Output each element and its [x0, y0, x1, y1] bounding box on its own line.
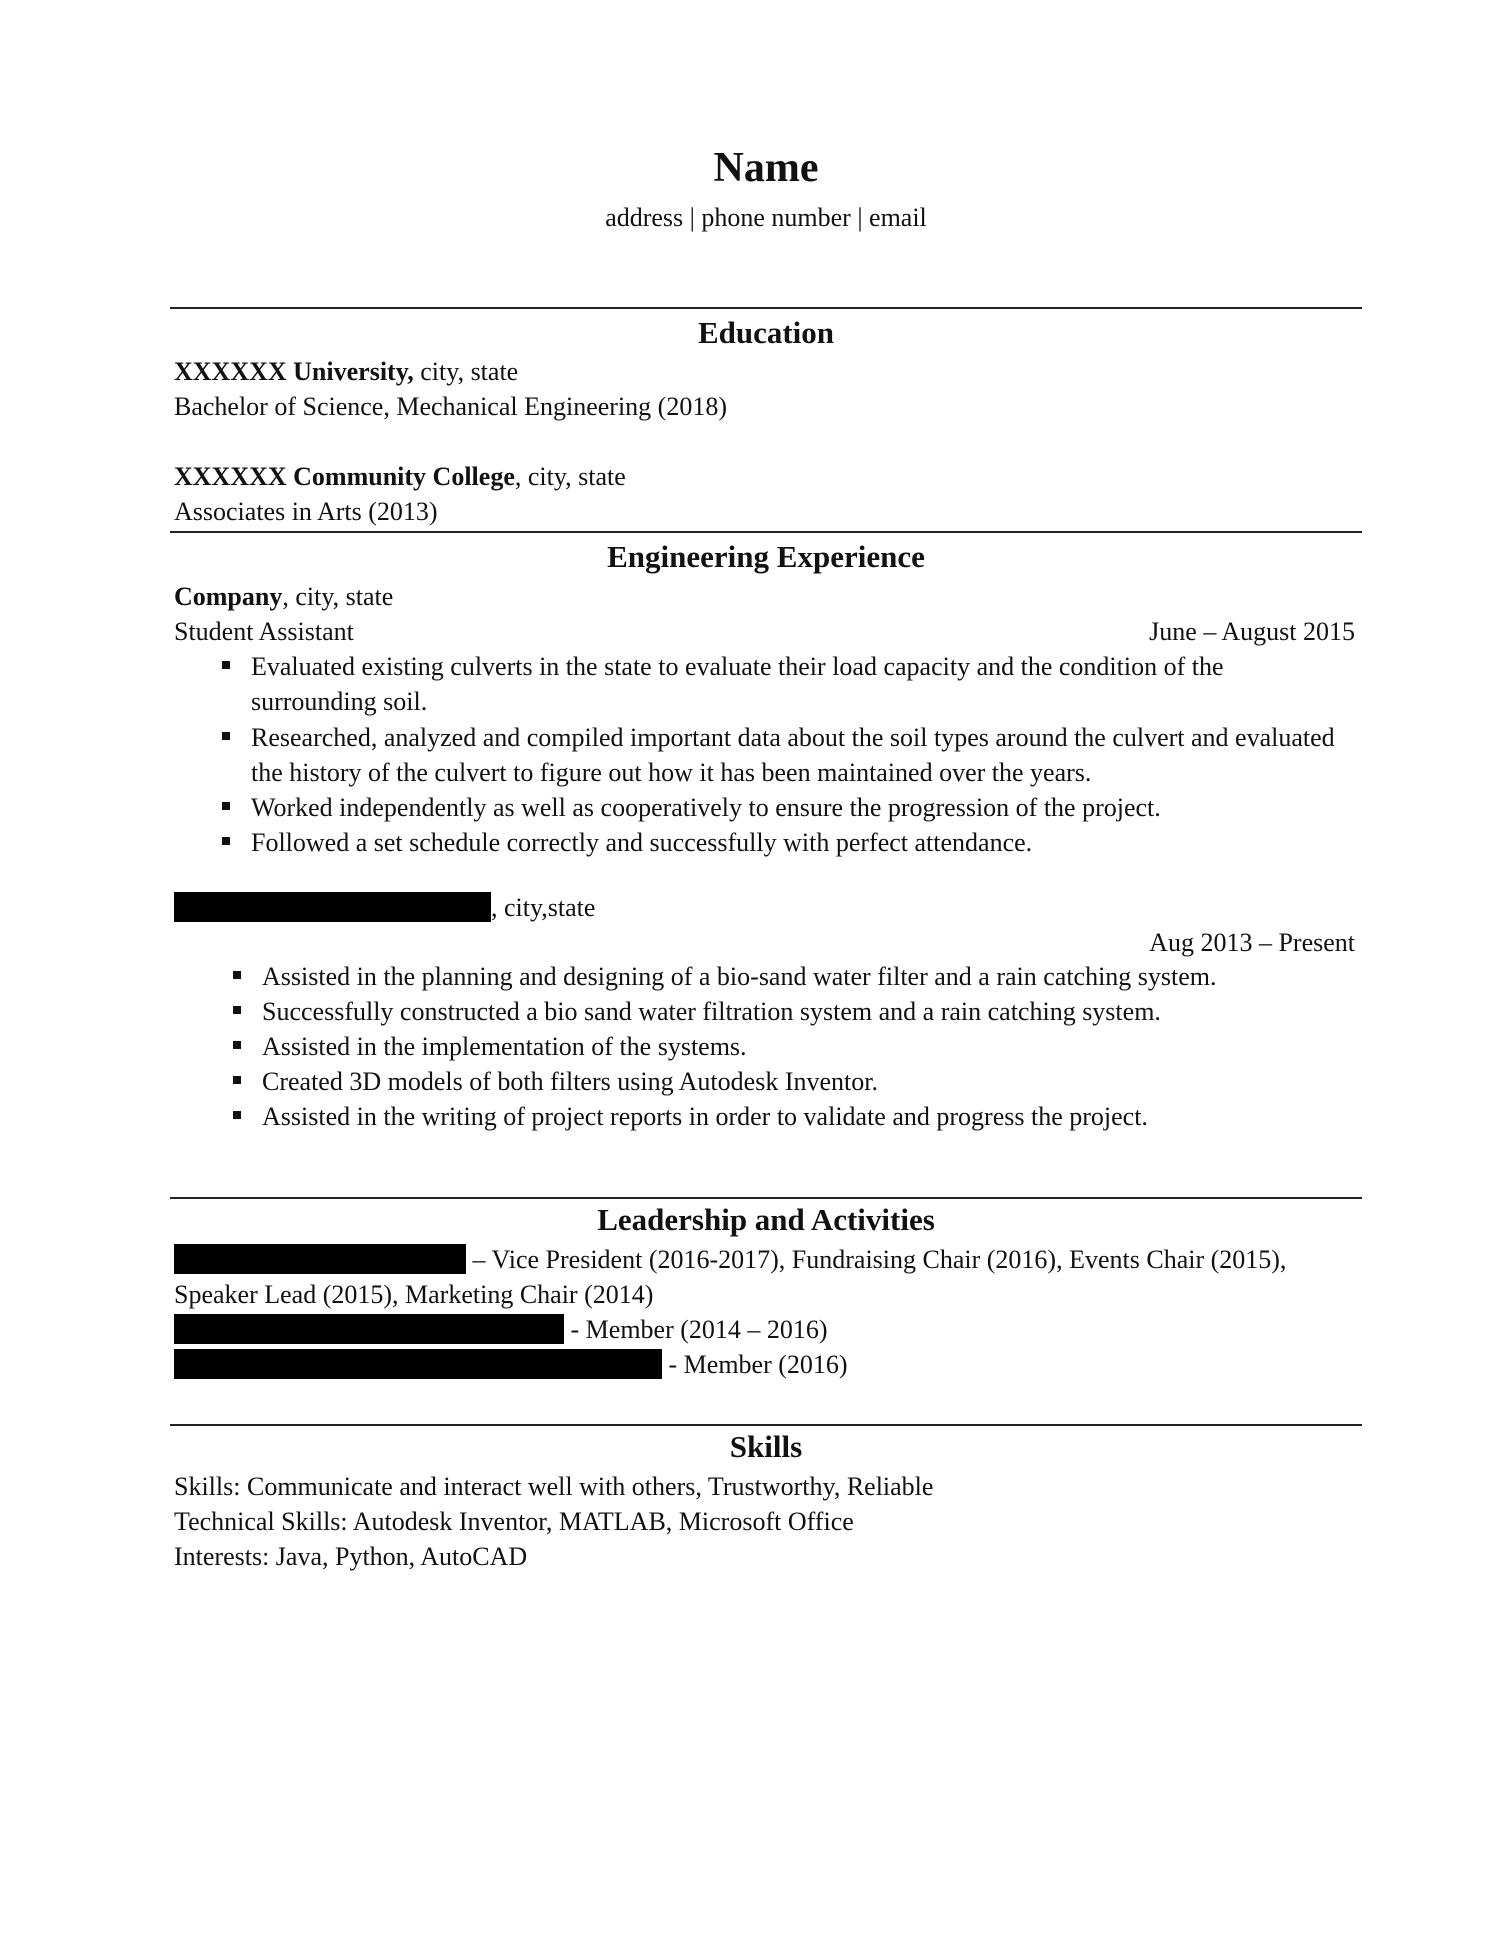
- bullet-text: Worked independently as well as cooperatively to ensure the progression of the project.: [251, 793, 1161, 822]
- school-name: XXXXXX University,: [174, 357, 414, 386]
- degree-line: Associates in Arts (2013): [174, 497, 438, 526]
- interests-line: Interests: Java, Python, AutoCAD: [174, 1542, 528, 1571]
- activity-line: [174, 1242, 1286, 1277]
- redacted-organization: [174, 1349, 662, 1379]
- section-divider: [170, 531, 1362, 533]
- bullet-text: Assisted in the implementation of the systems.: [262, 1032, 747, 1061]
- school-location: city, state: [413, 357, 519, 386]
- bullet-text: Followed a set schedule correctly and successfully with perfect attendance.: [251, 828, 1033, 857]
- activity-roles: - Member (2014 – 2016): [564, 1315, 828, 1344]
- bullet-icon: [222, 837, 230, 845]
- bullet-text: Assisted in the writing of project reports in order to validate and progress the project.: [262, 1102, 1148, 1131]
- bullet-icon: [222, 802, 230, 810]
- school-line: [174, 459, 626, 494]
- school-line: [174, 354, 518, 389]
- bullet-icon: [222, 732, 230, 740]
- bullet-icon: [233, 1041, 241, 1049]
- experience-heading: Engineering Experience: [607, 539, 925, 574]
- activity-line: [174, 1312, 828, 1347]
- bullet-icon: [233, 971, 241, 979]
- section-divider: [170, 1197, 1362, 1199]
- company-line: [174, 890, 595, 925]
- job-role: Student Assistant: [174, 617, 354, 646]
- section-divider: [170, 307, 1362, 309]
- bullet-text: Evaluated existing culverts in the state to evaluate their load capacity and the condition of the: [251, 652, 1224, 681]
- redacted-organization: [174, 1314, 564, 1344]
- leadership-heading: Leadership and Activities: [597, 1202, 935, 1237]
- company-location: , city,state: [491, 893, 596, 922]
- bullet-text-continuation: the history of the culvert to figure out how it has been maintained over the years.: [251, 758, 1092, 787]
- bullet-text: Successfully constructed a bio sand water filtration system and a rain catching system.: [262, 997, 1161, 1026]
- company-location: , city, state: [282, 582, 394, 611]
- bullet-icon: [222, 661, 230, 669]
- redacted-company-name: [174, 892, 491, 922]
- bullet-icon: [233, 1076, 241, 1084]
- activity-line-continuation: Speaker Lead (2015), Marketing Chair (2014): [174, 1280, 654, 1309]
- company-name: Company: [174, 582, 283, 611]
- company-line: [174, 579, 393, 614]
- bullet-text: Assisted in the planning and designing of a bio-sand water filter and a rain catching system.: [262, 962, 1217, 991]
- bullet-text: Researched, analyzed and compiled important data about the soil types around the culvert and evaluated: [251, 723, 1335, 752]
- job-dates: Aug 2013 – Present: [1149, 928, 1355, 957]
- redacted-organization: [174, 1244, 466, 1274]
- skills-line: Skills: Communicate and interact well with others, Trustworthy, Reliable: [174, 1472, 934, 1501]
- school-name: XXXXXX Community College: [174, 462, 515, 491]
- contact-line: address | phone number | email: [605, 203, 927, 232]
- section-divider: [170, 1424, 1362, 1426]
- bullet-icon: [233, 1111, 241, 1119]
- resume-name: Name: [713, 145, 819, 191]
- bullet-icon: [233, 1006, 241, 1014]
- activity-roles: - Member (2016): [662, 1350, 848, 1379]
- education-heading: Education: [697, 315, 835, 350]
- degree-line: Bachelor of Science, Mechanical Engineering (2018): [174, 392, 727, 421]
- activity-roles: – Vice President (2016-2017), Fundraising Chair (2016), Events Chair (2015),: [466, 1245, 1287, 1274]
- school-location: , city, state: [514, 462, 626, 491]
- skills-heading: Skills: [729, 1429, 803, 1464]
- bullet-text-continuation: surrounding soil.: [251, 687, 428, 716]
- technical-skills-line: Technical Skills: Autodesk Inventor, MATLAB, Microsoft Office: [174, 1507, 854, 1536]
- activity-line: [174, 1347, 848, 1382]
- job-dates: June – August 2015: [1149, 617, 1355, 646]
- bullet-text: Created 3D models of both filters using Autodesk Inventor.: [262, 1067, 878, 1096]
